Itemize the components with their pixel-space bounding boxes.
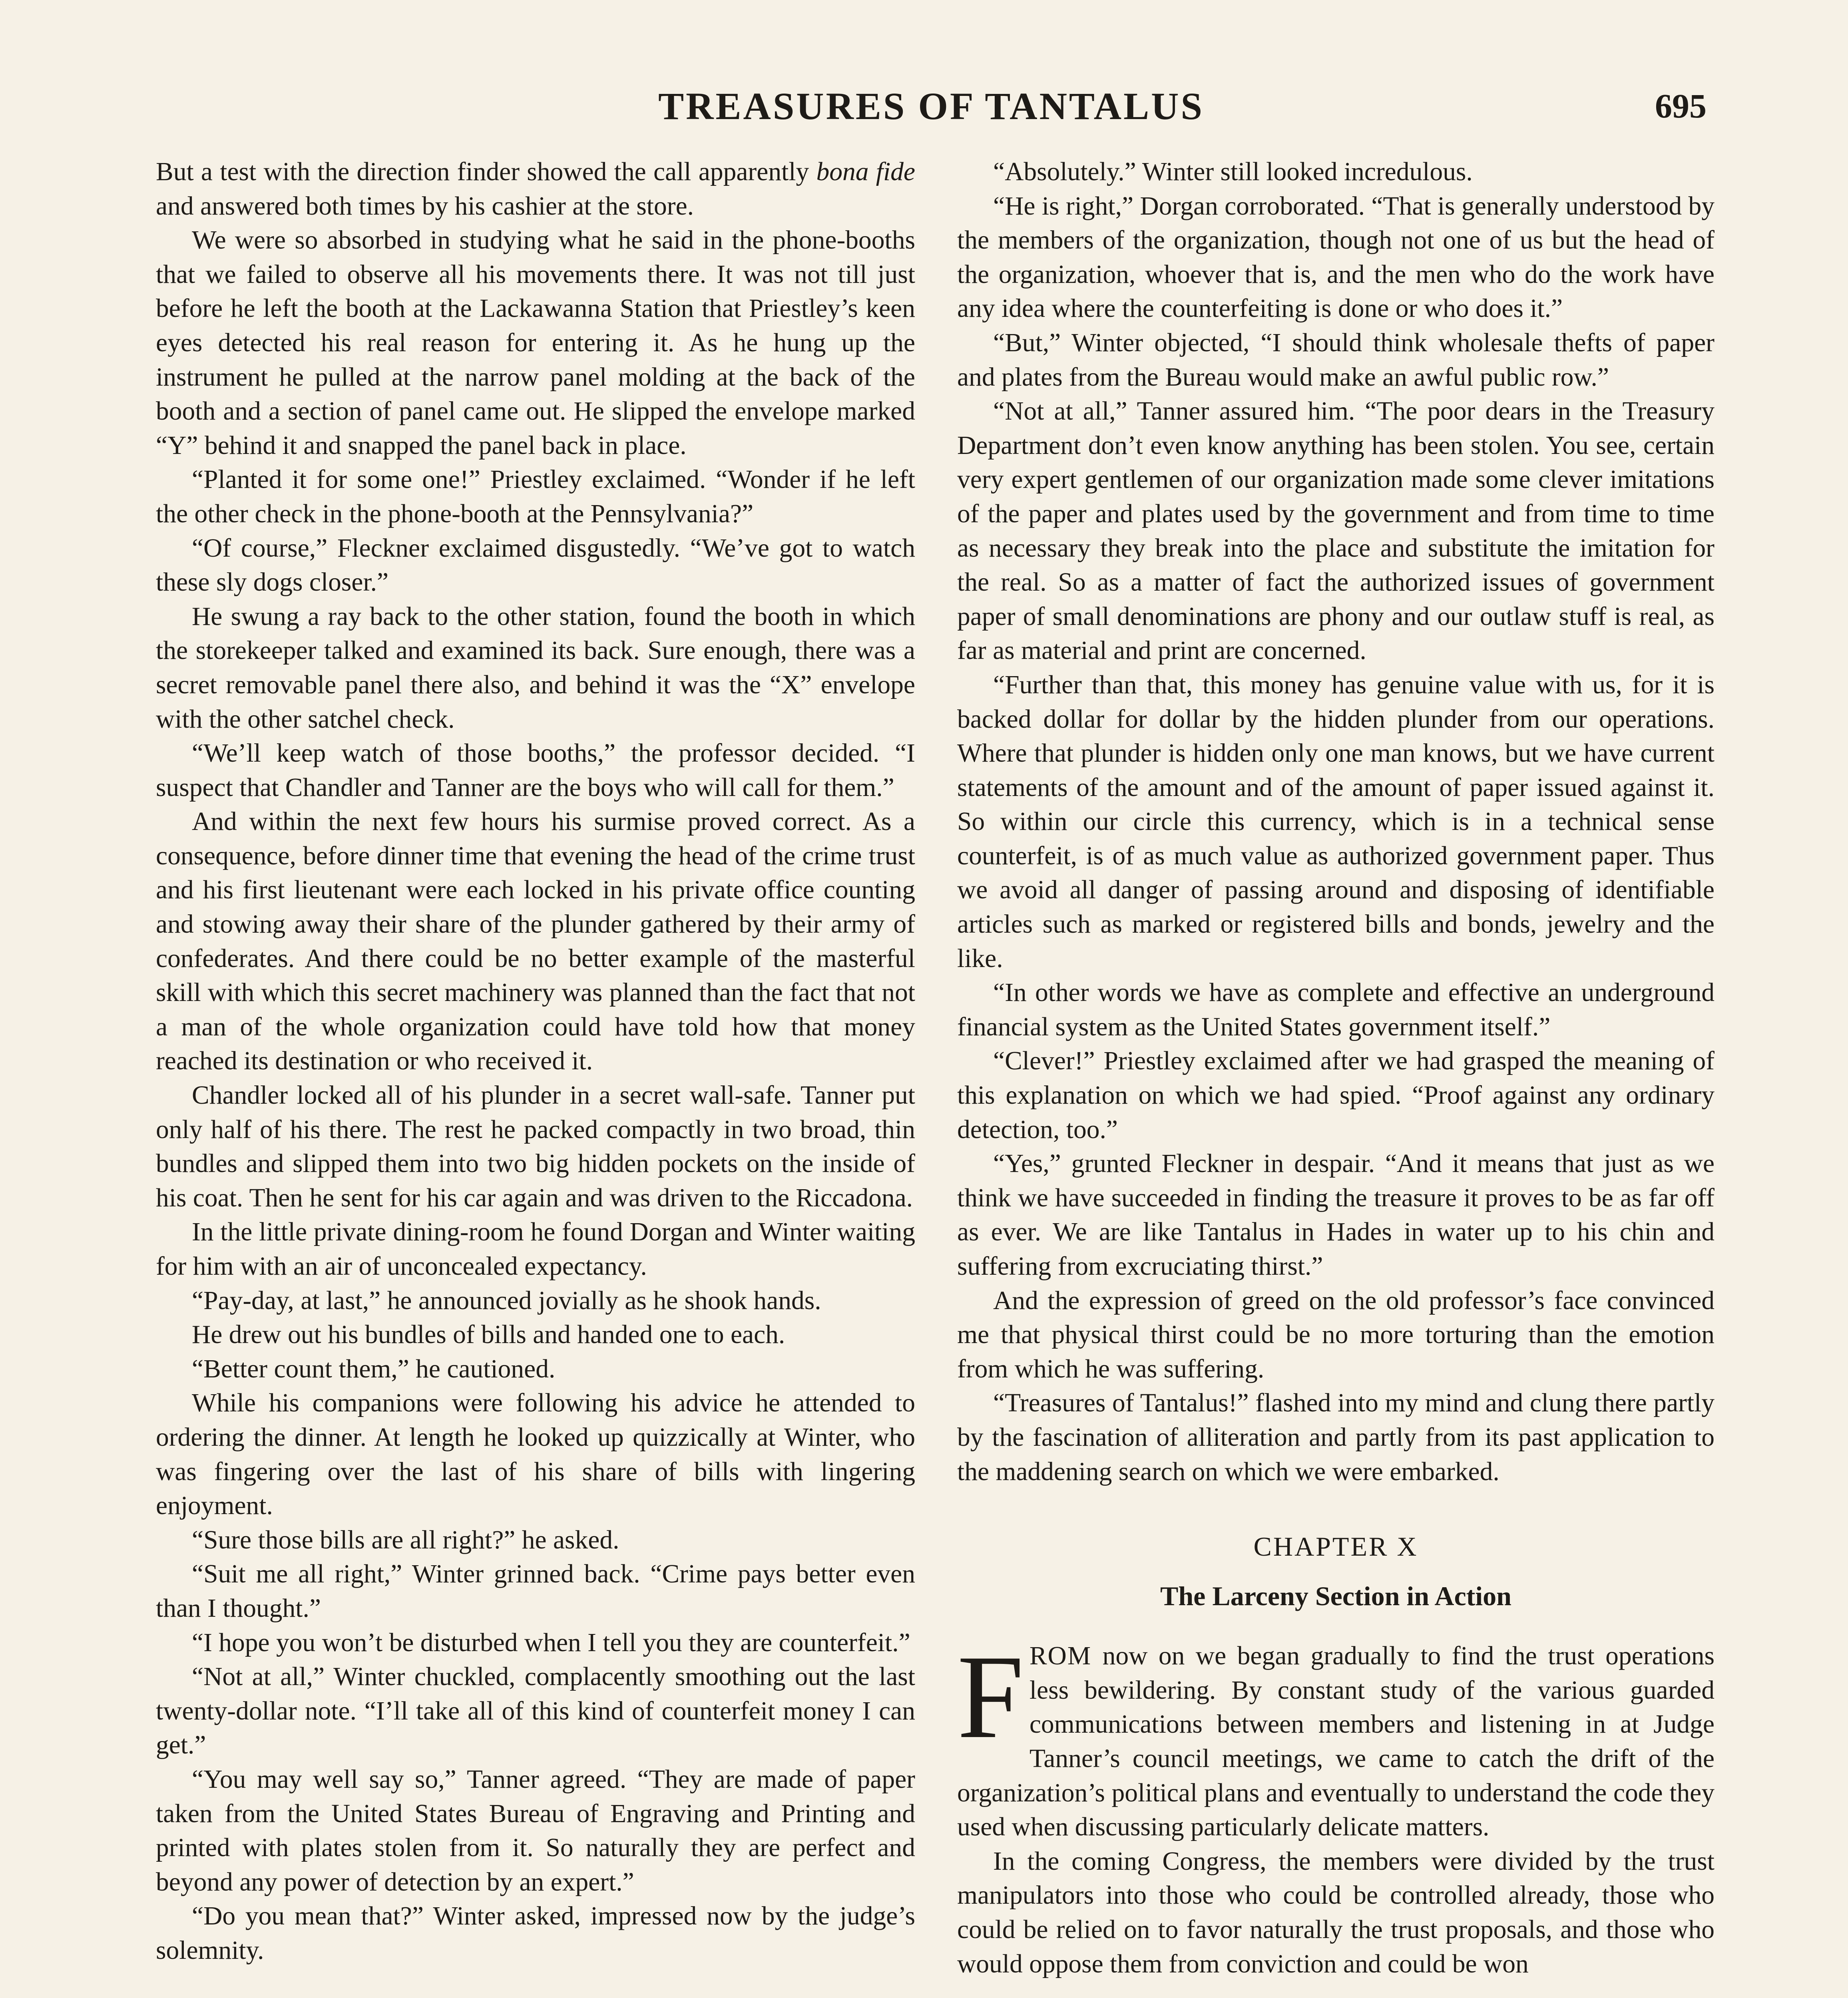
paragraph: While his companions were following his advice he attended to ordering the dinner. At length he looked up quizzically at Winter, who was fingering over the last of his share of bills with lingering enjoyment. — [156, 1389, 915, 1520]
paragraph: And the expression of greed on the old professor’s face convinced me that physical thirst could be no more torturing than the emotion from which he was suffering. — [957, 1286, 1715, 1383]
paragraph: “Sure those bills are all right?” he asked. — [192, 1525, 619, 1554]
paragraph: “Pay-day, at last,” he announced jovially as he shook hands. — [192, 1286, 821, 1315]
paragraph: He drew out his bundles of bills and handed one to each. — [192, 1320, 785, 1349]
paragraph: “Of course,” Fleckner exclaimed disgustedly. “We’ve got to watch these sly dogs closer.” — [156, 533, 915, 597]
paragraph: “Not at all,” Winter chuckled, complacently smoothing out the last twenty-dollar note. “I’ll take all of this kind of counterfeit money I can get.” — [156, 1662, 915, 1760]
paragraph — [156, 155, 915, 223]
chapter-heading: CHAPTER X — [1253, 1531, 1418, 1562]
paragraph: “Clever!” Priestley exclaimed after we had grasped the meaning of this explanation on which we had spied. “Proof against any ordinary detection, too.” — [957, 1047, 1715, 1144]
page-number: 695 — [1655, 87, 1707, 125]
paragraph: He swung a ray back to the other station, found the booth in which the storekeeper talked and examined its back. Sure enough, there was a secret removable panel there also, and behind it was the “X” envelope with the other satchel check. — [156, 602, 915, 734]
paragraph: “But,” Winter objected, “I should think wholesale thefts of paper and plates from the Bureau would make an awful public row.” — [957, 328, 1715, 392]
paragraph: “He is right,” Dorgan corroborated. “That is generally understood by the members of the organization, though not one of us but the head of the organization, whoever that is, and the men who do the work have any idea where the counterfeiting is done or who does it.” — [957, 191, 1715, 323]
paragraph: “I hope you won’t be disturbed when I tell you they are counterfeit.” — [192, 1628, 910, 1657]
paragraph: “Treasures of Tantalus!” flashed into my mind and clung there partly by the fascination of alliteration and partly from its past application to the maddening search on which we were embarked. — [957, 1389, 1715, 1486]
running-title: TREASURES OF TANTALUS — [658, 85, 1204, 127]
paragraph: And within the next few hours his surmise proved correct. As a consequence, before dinner time that evening the head of the crime trust and his first lieutenant were each locked in his private office counting and stowing away their share of the plunder gathered by their army of confederates. And there could be no better example of the masterful skill with which this secret machinery was planned than the fact that not a man of the whole organization could have told how that money reached its destination or who received it. — [156, 807, 915, 1076]
paragraph-text: now on we began gradually to find the trust operations less bewildering. By constant study of the various guarded communications between members and listening in at Judge Tanner’s council meetings, we came to catch the drift of the organization’s political plans and eventually to understand the code they used when discussing particularly delicate matters. — [957, 1642, 1715, 1842]
paragraph: “Not at all,” Tanner assured him. “The poor dears in the Treasury Department don’t even know anything has been stolen. You see, certain very expert gentlemen of our organization made some clever imitations of the paper and plates used by the government and from time to time as necessary they break into the place and substitute the imitation for the real. So as a matter of fact the authorized issues of government paper of small denominations are phony and our outlaw stuff is real, as far as material and print are concerned. — [957, 397, 1715, 665]
paragraph: “You may well say so,” Tanner agreed. “They are made of paper taken from the United States Bureau of Engraving and Printing and printed with plates stolen from it. So naturally they are perfect and beyond any power of detection by an expert.” — [156, 1765, 915, 1897]
italic-text: bona fide — [816, 157, 915, 186]
chapter-opening-paragraph — [957, 1630, 1715, 1845]
paragraph: We were so absorbed in studying what he said in the phone-booths that we failed to observe all his movements there. It was not till just before he left the booth at the Lackawanna Station that Priestley’s keen eyes detected his real reason for entering it. As he hung up the instrument he pulled at the narrow panel molding at the back of the booth and a section of panel came out. He slipped the envelope marked “Y” behind it and snapped the panel back in place. — [156, 226, 915, 460]
paragraph: “Further than that, this money has genuine value with us, for it is backed dollar for dollar by the hidden plunder from our operations. Where that plunder is hidden only one man knows, but we have current statements of the amount and of the amount of paper issued against it. So within our circle this currency, which is in a technical sense counterfeit, is of as much value as authorized government paper. Thus we avoid all danger of passing around and disposing of identifiable articles such as marked or registered bills and bonds, jewelry and the like. — [957, 670, 1715, 973]
page-header — [156, 87, 1707, 139]
paragraph: “We’ll keep watch of those booths,” the professor decided. “I suspect that Chandler and Tanner are the boys who will call for them.” — [156, 739, 915, 802]
paragraph: Chandler locked all of his plunder in a secret wall-safe. Tanner put only half of his there. The rest he packed compactly in two broad, thin bundles and slipped them into two big hidden pockets on the inside of his coat. Then he sent for his car again and was driven to the Riccadona. — [156, 1081, 915, 1212]
paragraph: “Planted it for some one!” Priestley exclaimed. “Wonder if he left the other check in the phone-booth at the Pennsylvania?” — [156, 465, 915, 528]
paragraph: “Absolutely.” Winter still looked incredulous. — [993, 157, 1473, 186]
paragraph: In the little private dining-room he found Dorgan and Winter waiting for him with an air of unconcealed expectancy. — [156, 1218, 915, 1281]
paragraph-text: and answered both times by his cashier at the store. — [156, 191, 694, 221]
chapter-subtitle: The Larceny Section in Action — [1160, 1581, 1511, 1612]
paragraph: “Suit me all right,” Winter grinned back. “Crime pays better even than I thought.” — [156, 1560, 915, 1623]
paragraph: “Better count them,” he cautioned. — [192, 1354, 556, 1383]
paragraph: “Do you mean that?” Winter asked, impressed now by the judge’s solemnity. — [156, 1902, 915, 1965]
right-column — [957, 155, 1715, 1981]
paragraph-text: But a test with the direction finder showed the call apparently — [156, 157, 816, 186]
paragraph: “In other words we have as complete and effective an underground financial system as the United States government itself.” — [957, 978, 1715, 1041]
drop-cap: F — [957, 1630, 1024, 1763]
left-column — [156, 155, 915, 1968]
paragraph: “Yes,” grunted Fleckner in despair. “And it means that just as we think we have succeeded in finding the treasure it proves to be as far off as ever. We are like Tantalus in Hades in water up to his chin and suffering from excruciating thirst.” — [957, 1149, 1715, 1281]
small-caps-text: ROM — [1029, 1642, 1092, 1671]
paragraph: In the coming Congress, the members were divided by the trust manipulators into those who could be controlled already, those who could be relied on to favor naturally the trust proposals, and those who would oppose them from conviction and could be won — [957, 1847, 1715, 1978]
